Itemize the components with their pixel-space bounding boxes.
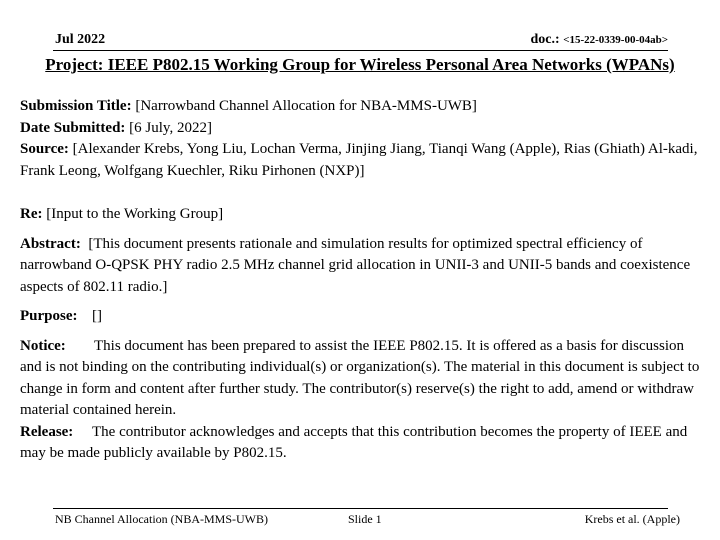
submission-title-line <box>20 96 700 118</box>
footer-left: NB Channel Allocation (NBA-MMS-UWB) <box>55 512 268 526</box>
project-title: Project: IEEE P802.15 Working Group for Wireless Personal Area Networks (WPANs) <box>45 55 675 74</box>
doc-prefix: doc.: <box>530 32 564 47</box>
slide-body <box>20 96 700 465</box>
date-submitted-line <box>20 118 700 140</box>
notice-line <box>20 336 700 422</box>
submission-title-value: [Narrowband Channel Allocation for NBA-MMS-UWB] <box>135 98 477 114</box>
re-line <box>20 204 700 226</box>
abstract-line <box>20 234 700 299</box>
header-doc-number <box>531 32 668 48</box>
header-rule <box>53 50 668 51</box>
submission-title-label: Submission Title: <box>20 98 132 114</box>
purpose-line <box>20 306 700 328</box>
footer-rule <box>53 508 668 509</box>
date-submitted-label: Date Submitted: <box>20 119 126 136</box>
purpose-label: Purpose: <box>20 308 78 324</box>
notice-value: This document has been prepared to assist the IEEE P802.15. It is offered as a basis for discussion and is not binding on the contributing individual(s) or organization(s). The material in this document is subject to change in form and content after further study. The contributor(s) reserve(s) the right to add, amend or withdraw material contained herein. <box>20 337 700 418</box>
purpose-value: [] <box>92 308 102 324</box>
date-submitted-value: [6 July, 2022] <box>129 119 212 136</box>
release-value: The contributor acknowledges and accepts that this contribution becomes the property of IEEE and may be made publicly available by P802.15. <box>20 423 688 461</box>
source-line <box>20 139 700 182</box>
abstract-label: Abstract: <box>20 235 81 252</box>
re-label: Re: <box>20 206 43 222</box>
source-value: [Alexander Krebs, Yong Liu, Lochan Verma, Jinjing Jiang, Tianqi Wang (Apple), Rias (Ghiath) Al-kadi, Frank Leong, Wolfgang Kuechler, Riku Pirhonen (NXP)] <box>20 141 698 179</box>
re-value: [Input to the Working Group] <box>46 206 224 222</box>
source-label: Source: <box>20 141 69 157</box>
header-date: Jul 2022 <box>55 32 106 47</box>
abstract-value: [This document presents rationale and simulation results for optimized spectral efficiency of narrowband O-QPSK PHY radio 2.5 MHz channel grid allocation in UNII-3 and UNII-5 bands and coexistence aspects of 802.11 radio.] <box>20 235 691 295</box>
notice-label: Notice: <box>20 337 66 354</box>
footer-right: Krebs et al. (Apple) <box>584 512 680 526</box>
doc-number: <15-22-0339-00-04ab> <box>563 34 668 46</box>
release-line <box>20 422 700 465</box>
release-label: Release: <box>20 423 74 440</box>
footer-slide-number: Slide 1 <box>348 512 382 526</box>
